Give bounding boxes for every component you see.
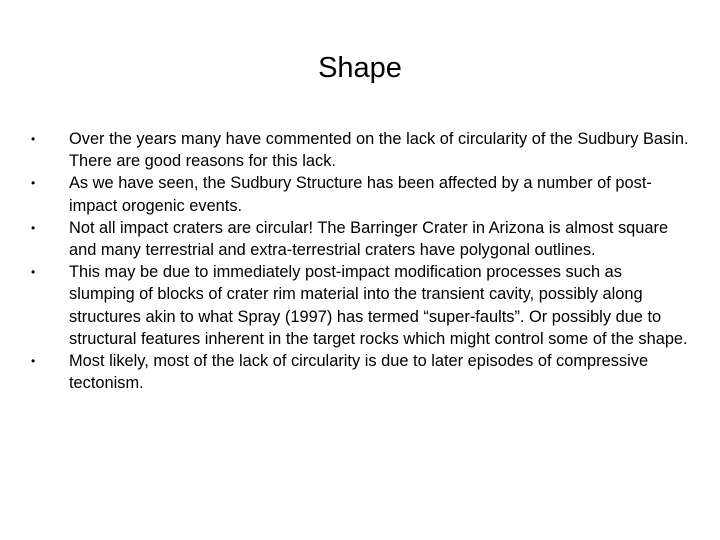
bullet-list (31, 128, 691, 394)
bullet-text: Most likely, most of the lack of circularity is due to later episodes of compressive tectonism. (69, 352, 649, 393)
bullet-text: Over the years many have commented on the lack of circularity of the Sudbury Basin. There are good reasons for this lack. (69, 130, 689, 171)
bullet-text: Not all impact craters are circular! The Barringer Crater in Arizona is almost square and many terrestrial and extra-terrestrial craters have polygonal outlines. (69, 218, 669, 260)
list-item (31, 217, 691, 261)
bullet-text: As we have seen, the Sudbury Structure has been affected by a number of post-impact orogenic events. (69, 174, 652, 215)
list-item (31, 350, 691, 394)
bullet-icon: • (31, 132, 36, 146)
list-item (31, 128, 691, 172)
bullet-icon: • (31, 354, 36, 369)
list-item (31, 261, 691, 350)
bullet-icon: • (31, 265, 36, 280)
list-item (31, 172, 691, 216)
bullet-text: This may be due to immediately post-impact modification processes such as slumping of blocks of crater rim material into the transient cavity, possibly along structures akin to what Spray (1997) has termed “super-faults”. Or possibly due to structural features inherent in the target rocks which might control some of the shape. (69, 263, 688, 348)
bullet-icon: • (31, 220, 36, 235)
bullet-icon: • (31, 176, 36, 191)
slide-title: Shape (318, 52, 402, 84)
